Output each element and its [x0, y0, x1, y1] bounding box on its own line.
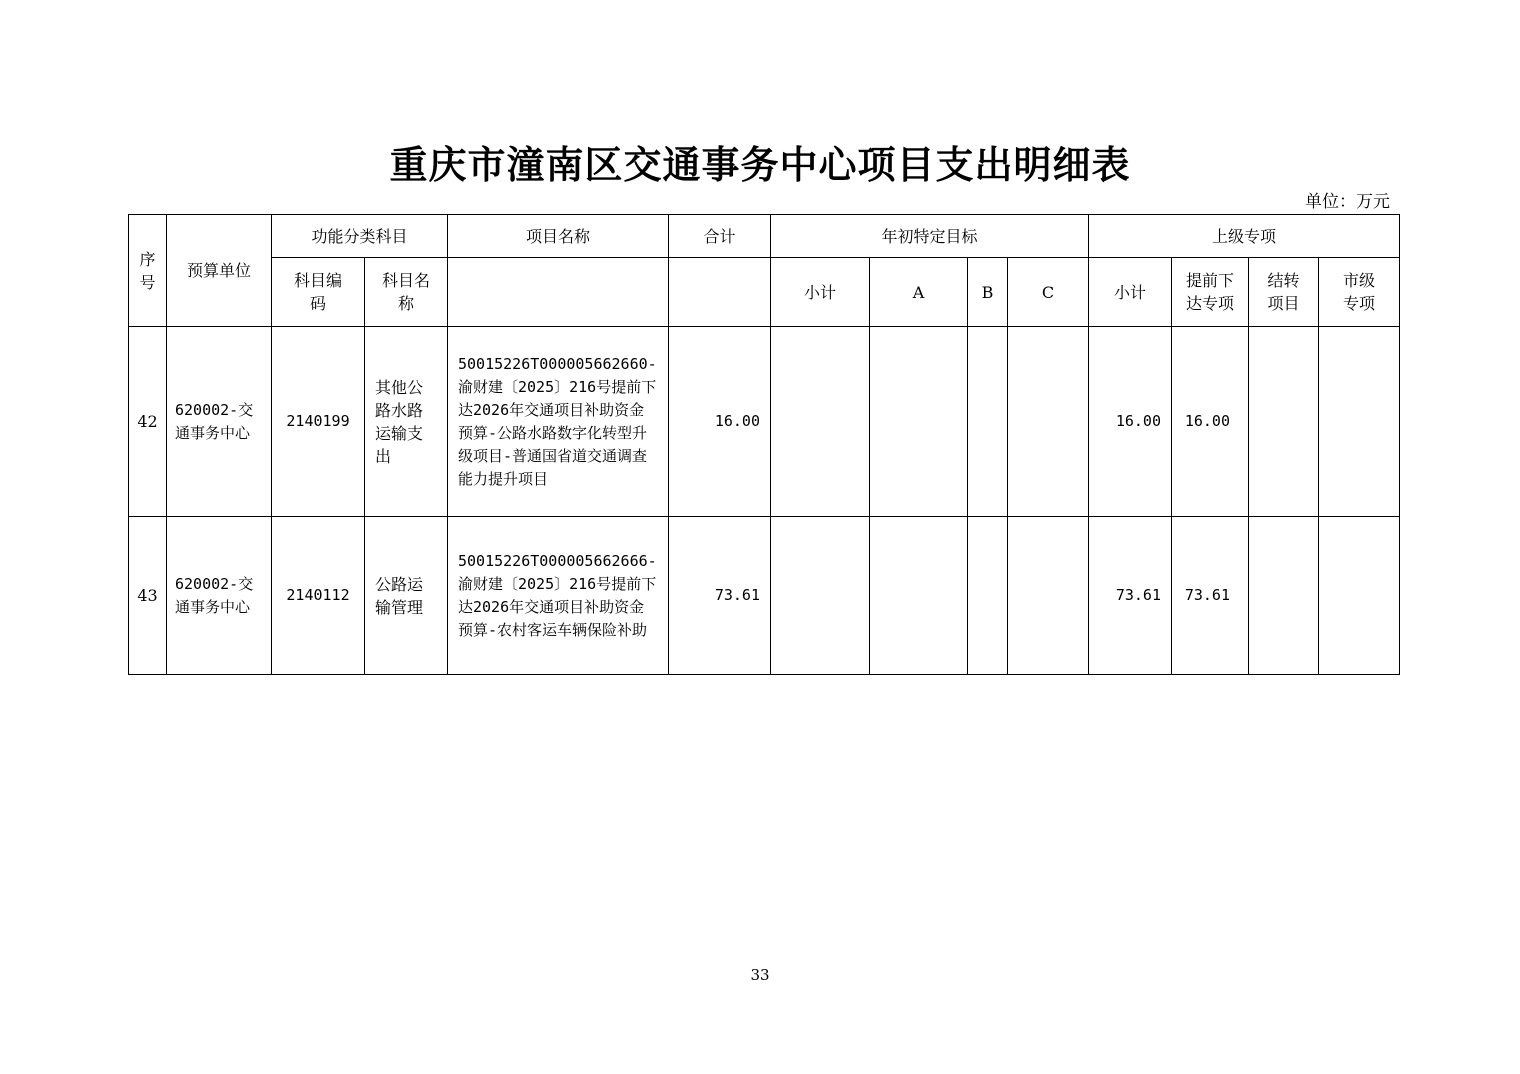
- cell-total: 73.61: [669, 517, 771, 675]
- cell-at-subtotal: [771, 327, 870, 517]
- cell-budget-unit: 620002-交通事务中心: [167, 517, 272, 675]
- cell-sup-subtotal: 73.61: [1089, 517, 1172, 675]
- cell-seq: 43: [129, 517, 167, 675]
- document-title: 重庆市潼南区交通事务中心项目支出明细表: [389, 142, 1131, 187]
- cell-sup-advance: 16.00: [1172, 327, 1249, 517]
- cell-at-b: [968, 327, 1008, 517]
- header-at-a: A: [870, 258, 968, 327]
- header-total: 合计: [669, 215, 771, 258]
- header-seq: 序号: [129, 215, 167, 327]
- cell-code: 2140112: [272, 517, 365, 675]
- cell-subject-name: 其他公路水路运输支出: [365, 327, 448, 517]
- cell-sup-carry: [1249, 327, 1319, 517]
- cell-total: 16.00: [669, 327, 771, 517]
- cell-at-a: [870, 327, 968, 517]
- cell-at-c: [1008, 517, 1089, 675]
- header-sup-subtotal: 小计: [1089, 258, 1172, 327]
- header-row-2: [129, 258, 1400, 327]
- cell-at-a: [870, 517, 968, 675]
- cell-at-subtotal: [771, 517, 870, 675]
- header-sup-city: 市级专项: [1319, 258, 1400, 327]
- header-project-name: 项目名称: [448, 215, 669, 258]
- header-sup-advance: 提前下达专项: [1172, 258, 1249, 327]
- cell-at-b: [968, 517, 1008, 675]
- table-row: [129, 517, 1400, 675]
- header-at-c: C: [1008, 258, 1089, 327]
- header-row-1: [129, 215, 1400, 258]
- cell-at-c: [1008, 327, 1089, 517]
- header-budget-unit: 预算单位: [167, 215, 272, 327]
- header-sup-carry: 结转项目: [1249, 258, 1319, 327]
- header-project-name-blank: [448, 258, 669, 327]
- table-row: [129, 327, 1400, 517]
- header-at-subtotal: 小计: [771, 258, 870, 327]
- header-superior: 上级专项: [1089, 215, 1400, 258]
- header-func-class: 功能分类科目: [272, 215, 448, 258]
- header-annual-target: 年初特定目标: [771, 215, 1089, 258]
- unit-label: 单位：万元: [1305, 192, 1390, 212]
- cell-sup-city: [1319, 327, 1400, 517]
- page-number: 33: [750, 966, 770, 984]
- cell-code: 2140199: [272, 327, 365, 517]
- header-at-b: B: [968, 258, 1008, 327]
- cell-project-name: 50015226T000005662660-渝财建〔2025〕216号提前下达2026年交通项目补助资金预算-公路水路数字化转型升级项目-普通国省道交通调查能力提升项目: [448, 327, 669, 517]
- cell-seq: 42: [129, 327, 167, 517]
- cell-sup-city: [1319, 517, 1400, 675]
- cell-budget-unit: 620002-交通事务中心: [167, 327, 272, 517]
- cell-sup-subtotal: 16.00: [1089, 327, 1172, 517]
- project-expenditure-table: [128, 214, 1400, 675]
- header-subject-name: 科目名称: [365, 258, 448, 327]
- cell-project-name: 50015226T000005662666-渝财建〔2025〕216号提前下达2026年交通项目补助资金预算-农村客运车辆保险补助: [448, 517, 669, 675]
- header-code: 科目编码: [272, 258, 365, 327]
- cell-sup-advance: 73.61: [1172, 517, 1249, 675]
- header-total-blank: [669, 258, 771, 327]
- cell-subject-name: 公路运输管理: [365, 517, 448, 675]
- cell-sup-carry: [1249, 517, 1319, 675]
